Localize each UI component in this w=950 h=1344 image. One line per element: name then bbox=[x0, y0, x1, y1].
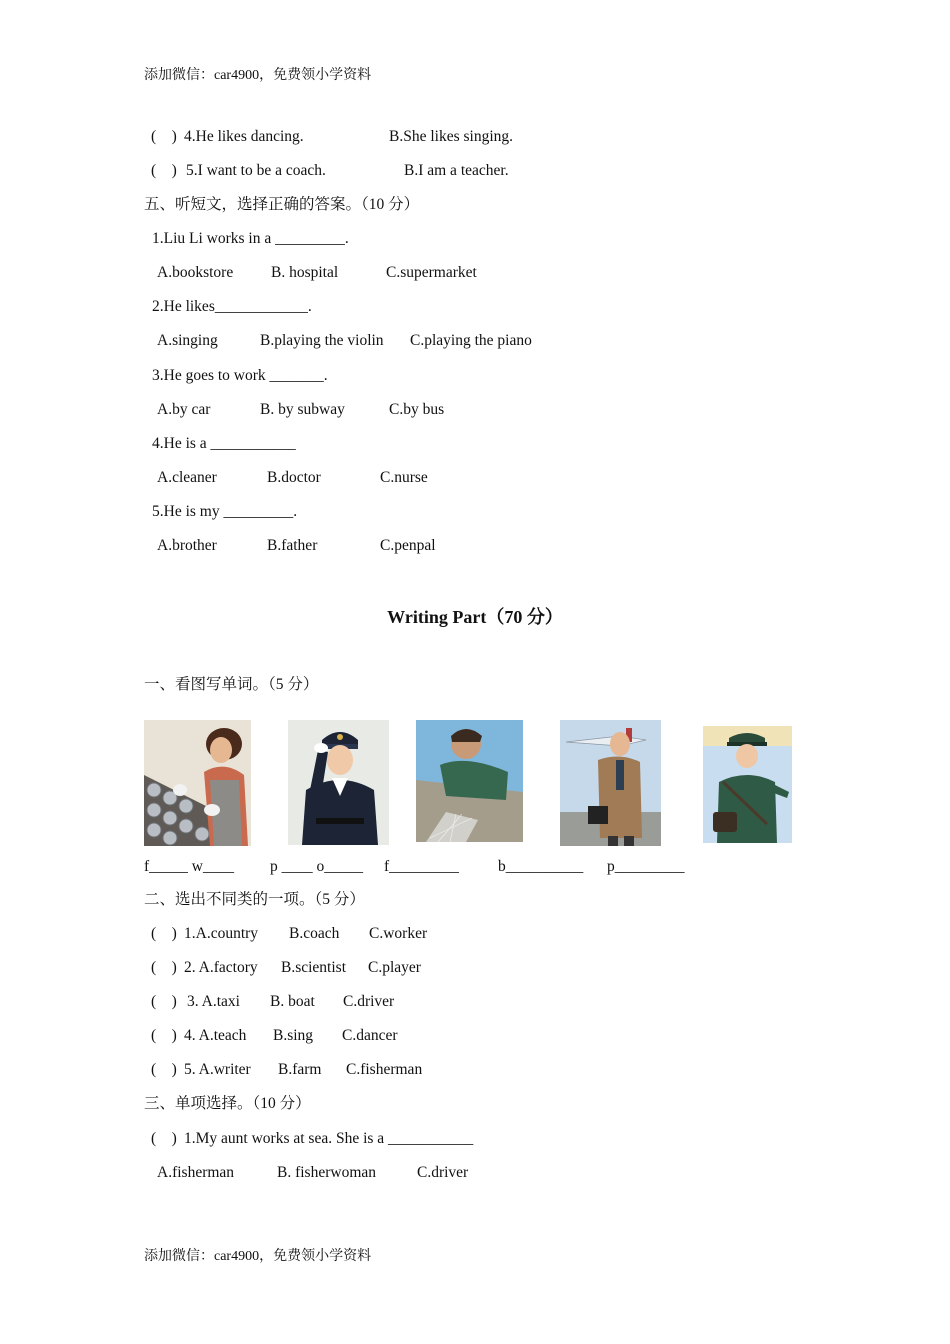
w2-q2-b: B.scientist bbox=[281, 959, 347, 976]
w3-q1-text: 1.My aunt works at sea. She is a ___________ bbox=[184, 1130, 474, 1147]
w2-q5-a: 5. A.writer bbox=[184, 1061, 251, 1078]
writing-part-title: Writing Part（70 分） bbox=[387, 607, 563, 627]
s5-q5-b: B.father bbox=[267, 537, 318, 554]
w2-q4-b: B.sing bbox=[273, 1027, 314, 1044]
s5-q3: 3.He goes to work _______. bbox=[152, 367, 328, 384]
w2-heading: 二、选出不同类的一项。（5 分） bbox=[144, 891, 365, 908]
w1-blank-2: p ____ o_____ bbox=[270, 858, 363, 875]
postman-picture bbox=[703, 726, 792, 843]
s5-q3-b: B. by subway bbox=[260, 401, 345, 418]
w2-q1-b: B.coach bbox=[289, 925, 340, 942]
section5-heading: 五、听短文，选择正确的答案。（10 分） bbox=[144, 196, 420, 213]
w2-q1-c: C.worker bbox=[369, 925, 428, 942]
w1-blank-3: f_________ bbox=[384, 858, 459, 875]
w2-q5-c: C.fisherman bbox=[346, 1061, 423, 1078]
w2-q5-b: B.farm bbox=[278, 1061, 322, 1078]
s5-q2-b: B.playing the violin bbox=[260, 332, 384, 349]
w3-q1-a: A.fisherman bbox=[157, 1164, 235, 1181]
s5-q4-b: B.doctor bbox=[267, 469, 321, 486]
w2-q3-a: 3. A.taxi bbox=[187, 993, 240, 1010]
s5-q1: 1.Liu Li works in a _________. bbox=[152, 230, 349, 247]
s5-q4-a: A.cleaner bbox=[157, 469, 217, 486]
s5-q5-a: A.brother bbox=[157, 537, 217, 554]
w2-q3-paren: ( ) bbox=[151, 993, 177, 1010]
s5-q3-c: C.by bus bbox=[389, 401, 445, 418]
s5-q5: 5.He is my _________. bbox=[152, 503, 298, 520]
w2-q2-c: C.player bbox=[368, 959, 421, 976]
w3-q1-paren: ( ) bbox=[151, 1130, 177, 1147]
w3-q1-c: C.driver bbox=[417, 1164, 469, 1181]
w3-q1-b: B. fisherwoman bbox=[277, 1164, 377, 1181]
w1-blank-5: p_________ bbox=[607, 858, 685, 875]
w1-heading: 一、看图写单词。（5 分） bbox=[144, 676, 319, 693]
w2-q2-a: 2. A.factory bbox=[184, 959, 258, 976]
w1-blank-1: f_____ w____ bbox=[144, 858, 234, 875]
s5-q1-b: B. hospital bbox=[271, 264, 339, 281]
listening-q4-paren: ( ) bbox=[151, 128, 177, 145]
w2-q2-paren: ( ) bbox=[151, 959, 177, 976]
s5-q1-c: C.supermarket bbox=[386, 264, 477, 281]
police-officer-picture bbox=[288, 720, 389, 845]
s5-q4: 4.He is a ___________ bbox=[152, 435, 296, 452]
listening-q5-option-b: B.I am a teacher. bbox=[404, 162, 509, 179]
listening-q4-text: 4.He likes dancing. bbox=[184, 128, 304, 145]
factory-worker-picture bbox=[144, 720, 251, 846]
s5-q2-c: C.playing the piano bbox=[410, 332, 532, 349]
w2-q4-paren: ( ) bbox=[151, 1027, 177, 1044]
listening-q4-option-b: B.She likes singing. bbox=[389, 128, 514, 145]
w2-q1-paren: ( ) bbox=[151, 925, 177, 942]
s5-q4-c: C.nurse bbox=[380, 469, 428, 486]
w2-q4-c: C.dancer bbox=[342, 1027, 398, 1044]
fisherman-picture bbox=[416, 720, 523, 842]
s5-q5-c: C.penpal bbox=[380, 537, 436, 554]
listening-q5-text: 5.I want to be a coach. bbox=[186, 162, 326, 179]
w2-q3-b: B. boat bbox=[270, 993, 315, 1010]
page-header: 添加微信：car4900，免费领小学资料 bbox=[144, 68, 372, 83]
w2-q5-paren: ( ) bbox=[151, 1061, 177, 1078]
s5-q1-a: A.bookstore bbox=[157, 264, 234, 281]
s5-q3-a: A.by car bbox=[157, 401, 211, 418]
listening-q5-paren: ( ) bbox=[151, 162, 177, 179]
businessman-picture bbox=[560, 720, 661, 846]
s5-q2-a: A.singing bbox=[157, 332, 218, 349]
s5-q2: 2.He likes____________. bbox=[152, 298, 312, 315]
w2-q4-a: 4. A.teach bbox=[184, 1027, 247, 1044]
w2-q1-a: 1.A.country bbox=[184, 925, 259, 942]
w2-q3-c: C.driver bbox=[343, 993, 395, 1010]
page-footer: 添加微信：car4900，免费领小学资料 bbox=[144, 1249, 372, 1264]
w1-blank-4: b__________ bbox=[498, 858, 584, 875]
w3-heading: 三、单项选择。（10 分） bbox=[144, 1095, 311, 1112]
